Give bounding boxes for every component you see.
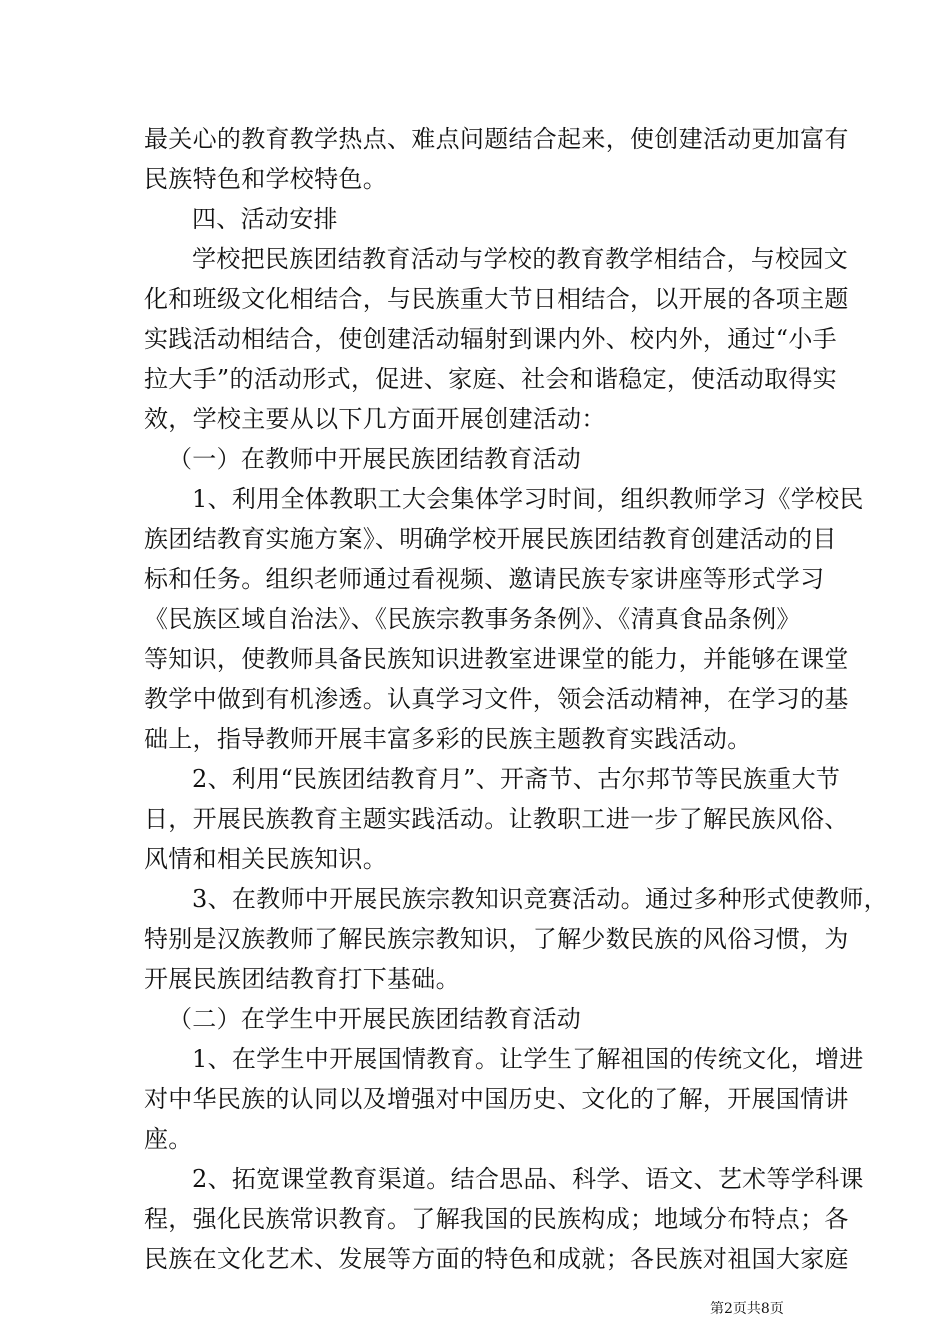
paragraph-line: 日，开展民族教育主题实践活动。让教职工进一步了解民族风俗、	[144, 805, 849, 833]
subsection-heading: （二）在学生中开展民族团结教育活动	[168, 1005, 582, 1033]
paragraph-line: 教学中做到有机渗透。认真学习文件，领会活动精神，在学习的基	[144, 685, 849, 713]
paragraph-line: 础上，指导教师开展丰富多彩的民族主题教育实践活动。	[144, 725, 752, 753]
paragraph-line: 民族特色和学校特色。	[144, 165, 387, 193]
paragraph-line: 2、拓宽课堂教育渠道。结合思品、科学、语文、艺术等学科课	[192, 1165, 864, 1193]
paragraph-line: 2、利用“民族团结教育月”、开斋节、古尔邦节等民族重大节	[192, 765, 841, 793]
paragraph-line: 《民族区域自治法》、《民族宗教事务条例》、《清真食品条例》	[144, 605, 801, 633]
paragraph-line: 座。	[144, 1125, 193, 1153]
section-heading: 四、活动安排	[192, 205, 338, 233]
paragraph-line: 实践活动相结合，使创建活动辐射到课内外、校内外，通过“小手	[144, 325, 837, 353]
paragraph-line: 3、在教师中开展民族宗教知识竞赛活动。通过多种形式使教师，	[192, 885, 888, 913]
paragraph-line: 风情和相关民族知识。	[144, 845, 387, 873]
paragraph-line: 化和班级文化相结合，与民族重大节日相结合，以开展的各项主题	[144, 285, 849, 313]
paragraph-line: 效，学校主要从以下几方面开展创建活动：	[144, 405, 606, 433]
paragraph-line: 1、在学生中开展国情教育。让学生了解祖国的传统文化，增进	[192, 1045, 864, 1073]
paragraph-line: 最关心的教育教学热点、难点问题结合起来，使创建活动更加富有	[144, 125, 849, 153]
page-number-footer: 第2页共8页	[710, 1301, 784, 1317]
paragraph-line: 对中华民族的认同以及增强对中国历史、文化的了解，开展国情讲	[144, 1085, 849, 1113]
paragraph-line: 开展民族团结教育打下基础。	[144, 965, 460, 993]
paragraph-line: 程，强化民族常识教育。了解我国的民族构成；地域分布特点；各	[144, 1205, 849, 1233]
paragraph-line: 1、利用全体教职工大会集体学习时间，组织教师学习《学校民	[192, 485, 864, 513]
paragraph-line: 民族在文化艺术、发展等方面的特色和成就；各民族对祖国大家庭	[144, 1245, 849, 1273]
paragraph-line: 族团结教育实施方案》、明确学校开展民族团结教育创建活动的目	[144, 525, 837, 553]
paragraph-line: 学校把民族团结教育活动与学校的教育教学相结合，与校园文	[192, 245, 849, 273]
paragraph-line: 拉大手”的活动形式，促进、家庭、社会和谐稳定，使活动取得实	[144, 365, 837, 393]
subsection-heading: （一）在教师中开展民族团结教育活动	[168, 445, 582, 473]
paragraph-line: 等知识，使教师具备民族知识进教室进课堂的能力，并能够在课堂	[144, 645, 849, 673]
paragraph-line: 标和任务。组织老师通过看视频、邀请民族专家讲座等形式学习	[144, 565, 825, 593]
paragraph-line: 特别是汉族教师了解民族宗教知识，了解少数民族的风俗习惯，为	[144, 925, 849, 953]
